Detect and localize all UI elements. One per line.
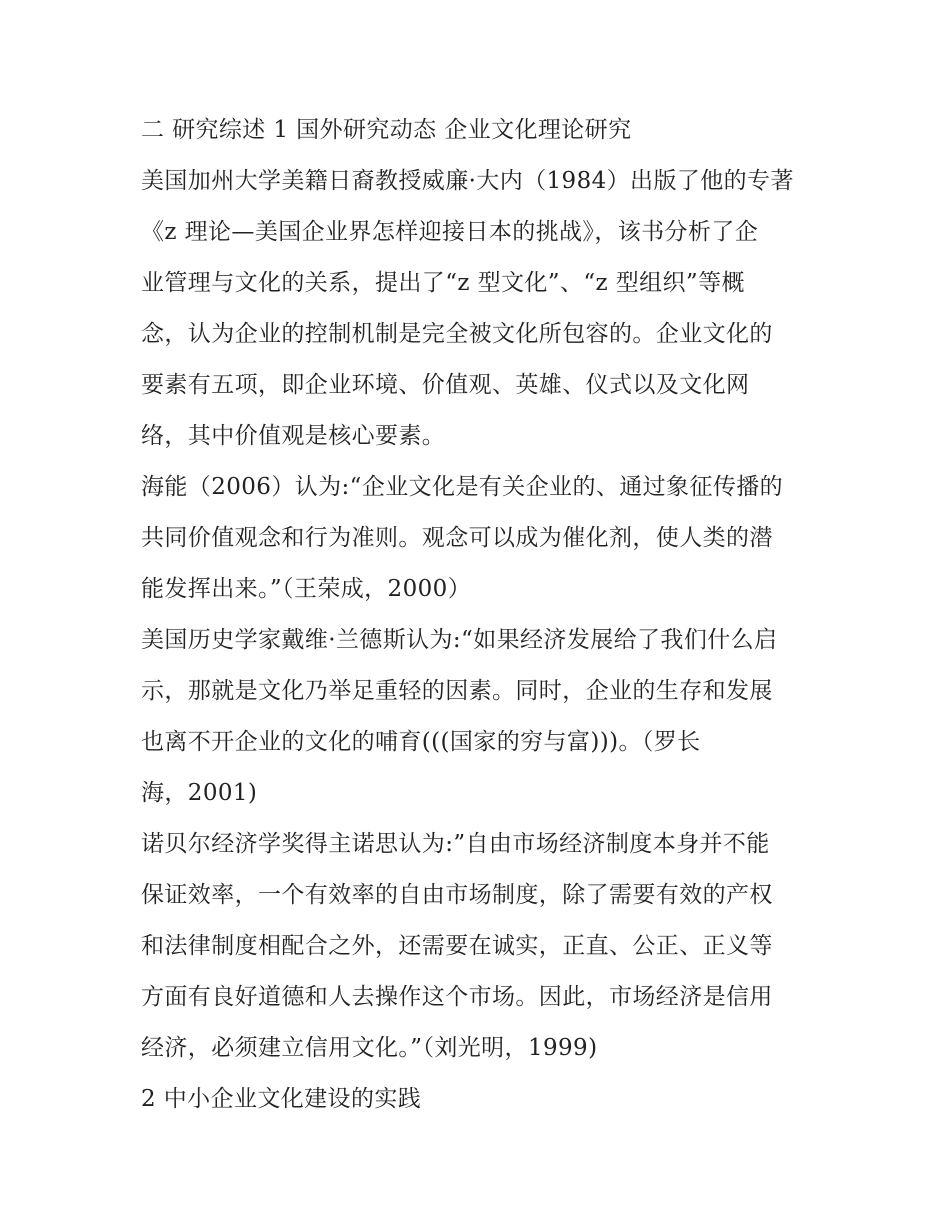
section-heading: 2 中小企业文化建设的实践: [141, 1086, 422, 1112]
text-line: 念，认为企业的控制机制是完全被文化所包容的。企业文化的: [141, 321, 773, 347]
text-line: 和法律制度相配合之外，还需要在诚实，正直、公正、正义等: [141, 933, 773, 959]
text-line: 《z 理论—美国企业界怎样迎接日本的挑战》，该书分析了企: [141, 219, 759, 245]
text-line: 保证效率，一个有效率的自由市场制度，除了需要有效的产权: [141, 882, 773, 908]
section-heading: 二 研究综述 1 国外研究动态 企业文化理论研究: [141, 117, 632, 143]
text-line: 海能（2006）认为:“企业文化是有关企业的、通过象征传播的: [141, 474, 784, 500]
text-line: 业管理与文化的关系，提出了“z 型文化”、“z 型组织”等概: [141, 270, 745, 296]
text-line: 能发挥出来。”（王荣成，2000）: [141, 576, 472, 602]
document-body: [141, 108, 811, 1128]
text-line: 也离不开企业的文化的哺育(((国家的穷与富)))。（罗长: [141, 729, 701, 755]
text-line: 要素有五项，即企业环境、价值观、英雄、仪式以及文化网: [141, 372, 750, 398]
text-line: 诺贝尔经济学奖得主诺思认为:”自由市场经济制度本身并不能: [141, 831, 770, 857]
text-line: 方面有良好道德和人去操作这个市场。因此，市场经济是信用: [141, 984, 773, 1010]
text-line: 示，那就是文化乃举足重轻的因素。同时，企业的生存和发展: [141, 678, 773, 704]
text-line: 美国加州大学美籍日裔教授威廉·大内（1984）出版了他的专著: [141, 168, 794, 194]
text-line: 共同价值观念和行为准则。观念可以成为催化剂，使人类的潜: [141, 525, 773, 551]
text-line: 美国历史学家戴维·兰德斯认为:“如果经济发展给了我们什么启: [141, 627, 778, 653]
text-line: 经济，必须建立信用文化。”（刘光明，1999): [141, 1035, 598, 1061]
text-line: 海，2001): [141, 780, 258, 806]
text-line: 络，其中价值观是核心要素。: [141, 423, 446, 449]
